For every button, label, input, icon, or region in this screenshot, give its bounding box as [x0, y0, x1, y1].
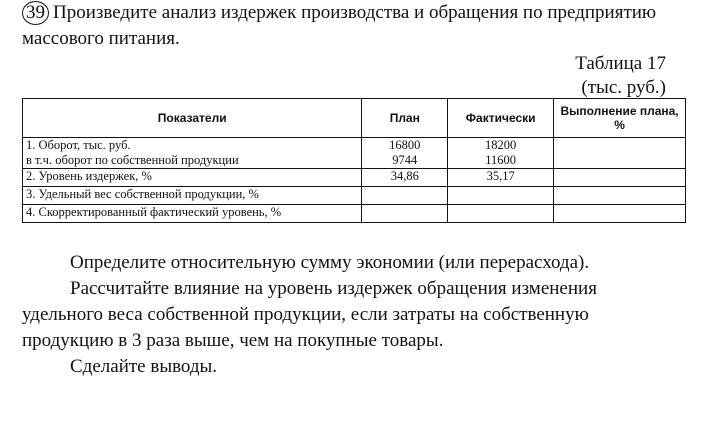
- plan-value: 9744: [392, 153, 418, 167]
- header-fact: Фактически: [448, 99, 554, 138]
- row-label: 3. Удельный вес собственной продукции, %: [23, 187, 362, 205]
- table-title: Таблица 17: [575, 53, 666, 74]
- paragraph-relative-savings: Определите относительную сумму экономии (или перерасхода).: [70, 252, 590, 273]
- table-row: [23, 205, 686, 223]
- header-execution: Выполнение плана, %: [554, 99, 686, 138]
- row-execution: [554, 138, 686, 169]
- task-text: Произведите анализ издержек производства и обращения по предприятию массового питания.: [22, 2, 657, 49]
- row-label-line: 1. Оборот, тыс. руб.: [26, 138, 131, 152]
- task-paragraphs: [22, 250, 682, 380]
- row-fact: [448, 138, 554, 169]
- row-label-line: в т.ч. оборот по собственной продукции: [26, 153, 239, 167]
- row-plan: [362, 205, 448, 223]
- row-fact: 35,17: [448, 169, 554, 187]
- fact-value: 18200: [485, 138, 517, 152]
- table-header-row: [23, 99, 686, 138]
- row-plan: [362, 138, 448, 169]
- row-label: 2. Уровень издержек, %: [23, 169, 362, 187]
- row-execution: [554, 169, 686, 187]
- plan-value: 16800: [389, 138, 421, 152]
- table-unit: (тыс. руб.): [581, 77, 666, 98]
- costs-table: [22, 98, 686, 223]
- table-caption: [575, 52, 666, 100]
- paragraph-conclusions: Сделайте выводы.: [70, 356, 218, 377]
- row-fact: [448, 187, 554, 205]
- row-plan: 34,86: [362, 169, 448, 187]
- table-row: [23, 138, 686, 169]
- task-number: 39: [22, 1, 49, 25]
- task-statement: [22, 0, 682, 52]
- header-indicators: Показатели: [23, 99, 362, 138]
- table-row: [23, 169, 686, 187]
- header-plan: План: [362, 99, 448, 138]
- row-execution: [554, 187, 686, 205]
- fact-value: 11600: [485, 153, 517, 167]
- row-label: [23, 138, 362, 169]
- table-row: [23, 187, 686, 205]
- row-fact: [448, 205, 554, 223]
- paragraph-calculate-influence: Рассчитайте влияние на уровень издержек обращения изменения удельного веса собственной продукции, если затраты на собственную продукцию в 3 раза выше, чем на покупные товары.: [22, 278, 597, 351]
- row-plan: [362, 187, 448, 205]
- row-execution: [554, 205, 686, 223]
- row-label: 4. Скорректированный фактический уровень, %: [23, 205, 362, 223]
